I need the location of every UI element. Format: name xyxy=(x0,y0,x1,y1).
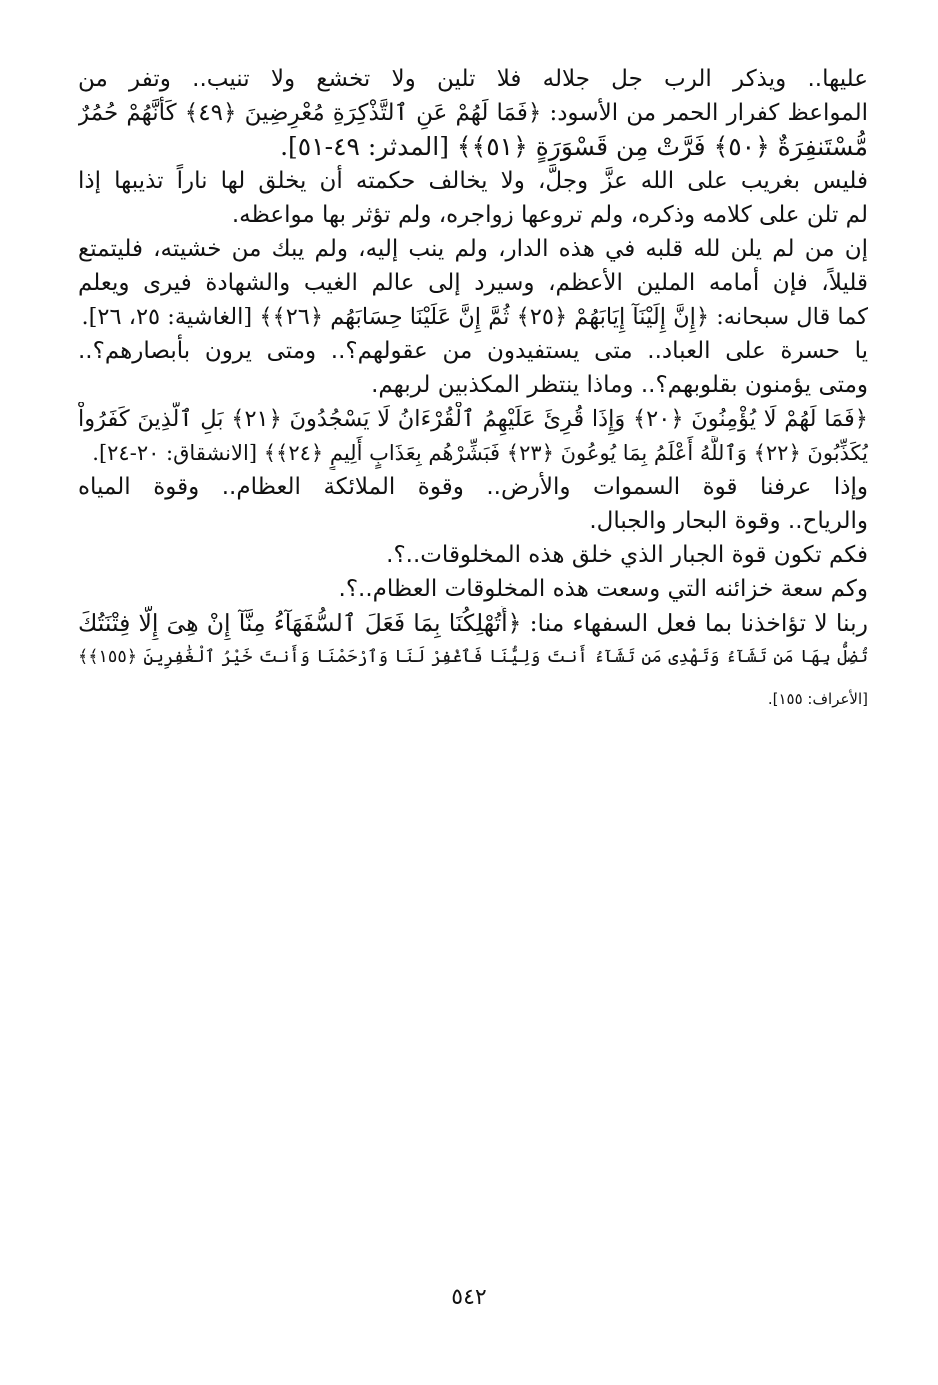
page-body xyxy=(78,62,868,712)
text-line-12: يُكَذِّبُونَ ﴿٢٢﴾ وَٱللَّهُ أَعْلَمُ بِمَا يُوعُونَ ﴿٢٣﴾ فَبَشِّرْهُم بِعَذَابٍ أَلِيمٍ ﴿٢٤﴾﴾ [الانشقاق: ٢٠-٢٤]. xyxy=(92,441,868,465)
text-line-13: وإذا عرفنا قوة السموات والأرض.. وقوة الملائكة العظام.. وقوة المياه xyxy=(78,474,868,500)
text-line-1: عليها.. ويذكر الرب جل جلاله فلا تلين ولا تخشع ولا تنيب.. وتفر من xyxy=(78,66,868,92)
text-line-8: كما قال سبحانه: ﴿إِنَّ إِلَيْنَآ إِيَابَهُمْ ﴿٢٥﴾ ثُمَّ إِنَّ عَلَيْنَا حِسَابَهُم ﴿٢٦﴾﴾ [الغاشية: ٢٥، ٢٦]. xyxy=(81,304,868,330)
text-line-16: وكم سعة خزائنه التي وسعت هذه المخلوقات العظام..؟. xyxy=(338,576,868,602)
text-line-5: لم تلن على كلامه وذكره، ولم تروعها زواجره، ولم تؤثر بها مواعظه. xyxy=(231,202,868,228)
text-line-15: فكم تكون قوة الجبار الذي خلق هذه المخلوقات..؟. xyxy=(386,542,868,568)
page-number: ٥٤٢ xyxy=(451,1285,487,1310)
text-line-4: فليس بغريب على الله عزَّ وجلَّ، ولا يخالف حكمته أن يخلق لها ناراً تذيبها إذا xyxy=(78,168,868,194)
text-line-17: ربنا لا تؤاخذنا بما فعل السفهاء منا: ﴿أَتُهْلِكُنَا بِمَا فَعَلَ ٱلسُّفَهَآءُ مِنَّآ إِنْ هِىَ إِلَّا فِتْنَتُكَ xyxy=(78,609,868,637)
text-line-18: تُضِلُّ بِهَا مَن تَشَآءُ وَتَهْدِى مَن تَشَآءُ أَنتَ وَلِيُّنَا فَٱغْفِرْ لَنَا وَٱرْحَمْنَا وَأَنتَ خَيْرُ ٱلْغَٰفِرِينَ ﴿١٥٥﴾﴾ xyxy=(78,647,868,667)
text-line-2: المواعظ كفرار الحمر من الأسود: ﴿فَمَا لَهُمْ عَنِ ٱلتَّذْكِرَةِ مُعْرِضِينَ ﴿٤٩﴾ كَأَنَّهُمْ حُمُرٌ xyxy=(78,100,868,126)
source-reference: [الأعراف: ١٥٥]. xyxy=(767,690,868,708)
text-line-10: ومتى يؤمنون بقلوبهم؟.. وماذا ينتظر المكذبين لربهم. xyxy=(371,372,868,398)
text-line-6: إن من لم يلن لله قلبه في هذه الدار، ولم ينب إليه، ولم يبك من خشيته، فليتمتع xyxy=(78,236,868,262)
text-line-9: يا حسرة على العباد.. متى يستفيدون من عقولهم؟.. ومتى يرون بأبصارهم؟.. xyxy=(78,338,868,364)
text-line-14: والرياح.. وقوة البحار والجبال. xyxy=(589,508,868,534)
text-line-7: قليلاً، فإن أمامه الملين الأعظم، وسيرد إلى عالم الغيب والشهادة فيرى ويعلم xyxy=(78,270,868,296)
text-line-11: ﴿فَمَا لَهُمْ لَا يُؤْمِنُونَ ﴿٢٠﴾ وَإِذَا قُرِئَ عَلَيْهِمُ ٱلْقُرْءَانُ لَا يَسْجُدُونَ ﴿٢١﴾ بَلِ ٱلَّذِينَ كَفَرُواْ xyxy=(78,406,868,432)
text-line-3: مُّسْتَنفِرَةٌ ﴿٥٠﴾ فَرَّتْ مِن قَسْوَرَةٍ ﴿٥١﴾﴾ [المدثر: ٤٩-٥١]. xyxy=(280,132,868,161)
